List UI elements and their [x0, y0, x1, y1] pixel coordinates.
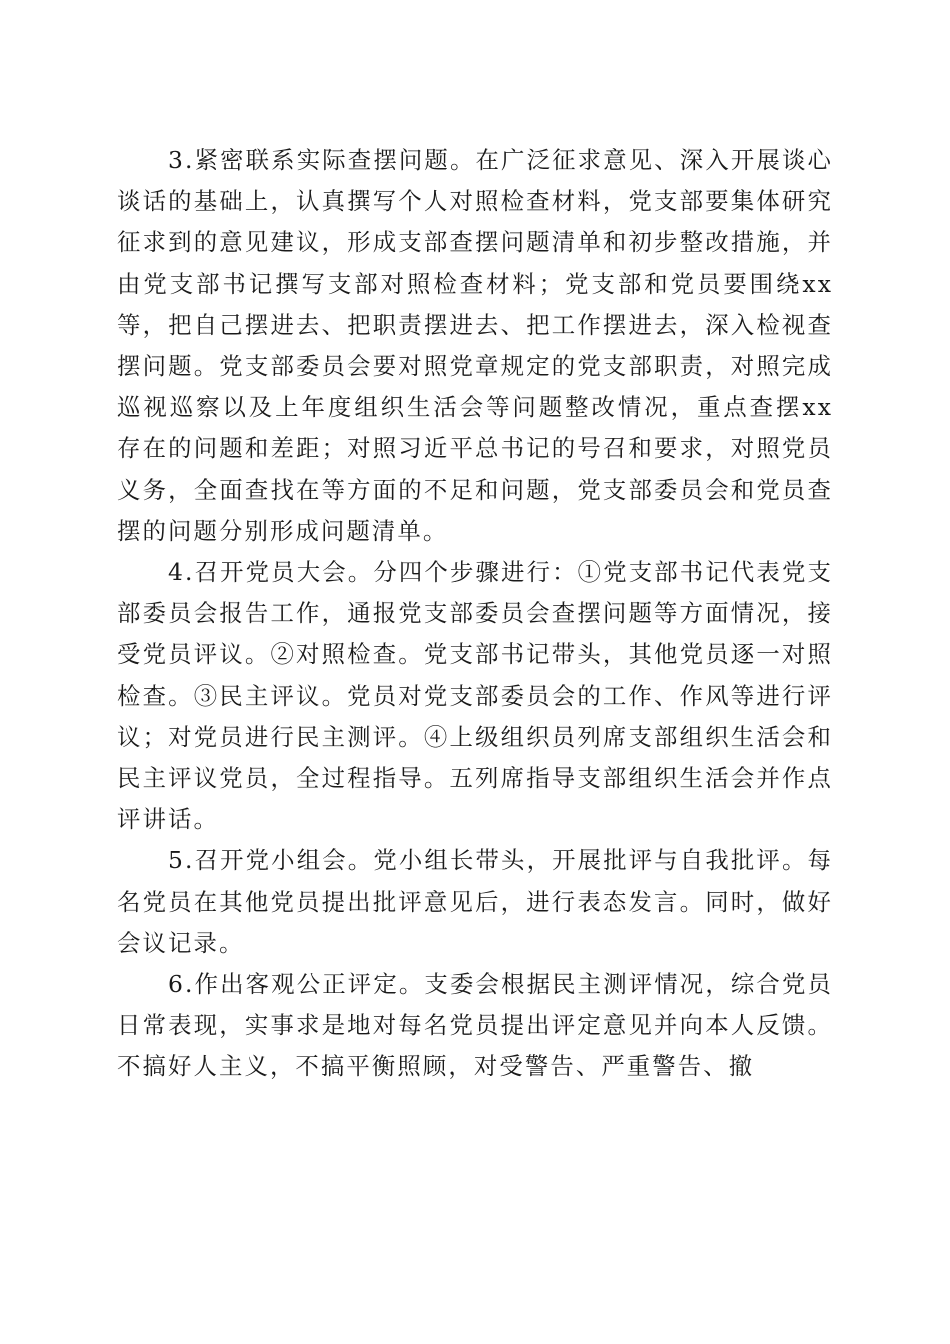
paragraph-6-objective-evaluation: 6.作出客观公正评定。支委会根据民主测评情况，综合党员日常表现，实事求是地对每名党员提出评定意见并向本人反馈。不搞好人主义，不搞平衡照顾，对受警告、严重警告、撤: [117, 970, 833, 1081]
paragraph-3-self-examination: 3.紧密联系实际查摆问题。在广泛征求意见、深入开展谈心谈话的基础上，认真撰写个人对照检查材料，党支部要集体研究征求到的意见建议，形成支部查摆问题清单和初步整改措施，并由党支部书记撰写支部对照检查材料；党支部和党员要围绕xx等，把自己摆进去、把职责摆进去、把工作摆进去，深入检视查摆问题。党支部委员会要对照党章规定的党支部职责，对照完成巡视巡察以及上年度组织生活会等问题整改情况，重点查摆xx存在的问题和差距；对照习近平总书记的号召和要求，对照党员义务，全面查找在等方面的不足和问题，党支部委员会和党员查摆的问题分别形成问题清单。: [117, 146, 833, 545]
paragraph-4-party-member-meeting: 4.召开党员大会。分四个步骤进行：①党支部书记代表党支部委员会报告工作，通报党支部委员会查摆问题等方面情况，接受党员评议。②对照检查。党支部书记带头，其他党员逐一对照检查。③民主评议。党员对党支部委员会的工作、作风等进行评议；对党员进行民主测评。④上级组织员列席支部组织生活会和民主评议党员，全过程指导。五列席指导支部组织生活会并作点评讲话。: [117, 558, 833, 834]
document-body: [117, 140, 833, 1088]
paragraph-5-party-group-meeting: 5.召开党小组会。党小组长带头，开展批评与自我批评。每名党员在其他党员提出批评意见后，进行表态发言。同时，做好会议记录。: [117, 846, 833, 957]
